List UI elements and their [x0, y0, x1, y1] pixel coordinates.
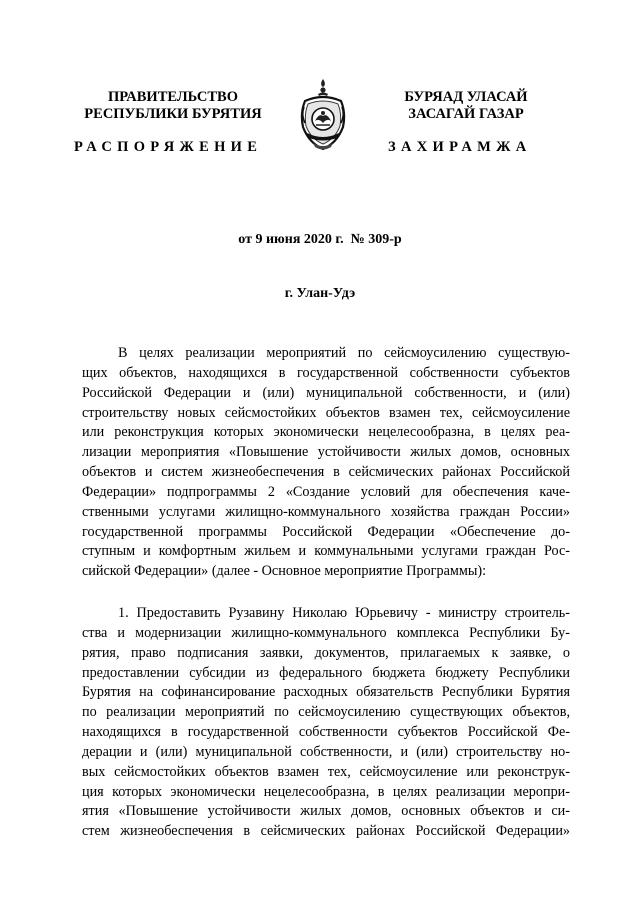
text-line: щих объектов, находящихся в государственной собственности субъектов: [82, 364, 570, 381]
issuer-line: ЗАСАГАЙ ГАЗАР: [408, 106, 524, 122]
text-line: ственными услугами жилищно-коммунального хозяйства граждан России»: [82, 503, 570, 520]
text-line: стем жизнеобеспечения в сейсмических районах Российской Федерации»: [82, 823, 570, 840]
text-line: объектов и систем жизнеобеспечения в сейсмических районах Российской: [82, 464, 570, 481]
text-line: Федерации» подпрограммы 2 «Создание условий для обеспечения каче-: [82, 483, 570, 500]
text-line: рятия, право подписания заявки, документов, прилагаемых к заявке, о: [82, 644, 570, 661]
document-city: г. Улан-Удэ: [284, 286, 356, 301]
text-line: лизации мероприятия «Повышение устойчивости жилых домов, основных: [82, 444, 570, 461]
text-line: ция которых экономически нецелесообразна, в целях реализации меропри-: [82, 783, 570, 800]
issuer-line: ПРАВИТЕЛЬСТВО: [108, 89, 238, 105]
text-line: 1. Предоставить Рузавину Николаю Юрьевичу - министру строитель-: [118, 605, 570, 621]
doc-type-russian: РАСПОРЯЖЕНИЕ: [74, 139, 263, 155]
document-date-number: от 9 июня 2020 г. № 309-р: [238, 232, 402, 247]
text-line: строительству новых сейсмостойких объектов взамен тех, сейсмоусиление: [82, 404, 570, 421]
text-line: сийской Федерации» (далее - Основное мероприятие Программы):: [82, 563, 487, 580]
doc-type-buryat: ЗАХИРАМЖА: [388, 139, 532, 155]
text-line: вых сейсмостойких объектов взамен тех, сейсмоусиление или реконструк-: [82, 763, 570, 780]
text-line: ступным и комфортным жильем и коммунальными услугами граждан Рос-: [82, 543, 570, 560]
text-line: предоставлении субсидии из федерального бюджета бюджету Республики: [82, 664, 570, 681]
issuer-block-buryat: [361, 89, 571, 123]
clause-1-paragraph: [82, 604, 570, 842]
issuer-line: БУРЯАД УЛАСАЙ: [404, 89, 528, 105]
preamble-paragraph: [82, 344, 570, 582]
text-line: государственной программы Российской Федерации «Обеспечение до-: [82, 523, 570, 540]
issuer-block-russian: [62, 89, 284, 123]
text-line: ятия «Повышение устойчивости жилых домов, основных объектов и си-: [82, 803, 570, 820]
text-line: или реконструкция которых экономически нецелесообразна, в целях реа-: [82, 424, 570, 441]
text-line: по реализации мероприятий по сейсмоусилению существующих объектов,: [82, 704, 570, 721]
text-line: В целях реализации мероприятий по сейсмоусилению существую-: [118, 345, 570, 361]
text-line: Российской Федерации и (или) муниципальной собственности, и (или): [82, 384, 570, 401]
buryatia-coat-of-arms-icon: [297, 77, 349, 155]
text-line: ства и модернизации жилищно-коммунального комплекса Республики Бу-: [82, 624, 570, 641]
text-line: Бурятия на софинансирование расходных обязательств Республики Бурятия: [82, 684, 570, 701]
text-line: находящихся в государственной собственности субъектов Российской Фе-: [82, 724, 570, 741]
text-line: дерации и (или) муниципальной собственности, и (или) строительству но-: [82, 743, 570, 760]
issuer-line: РЕСПУБЛИКИ БУРЯТИЯ: [84, 106, 262, 122]
